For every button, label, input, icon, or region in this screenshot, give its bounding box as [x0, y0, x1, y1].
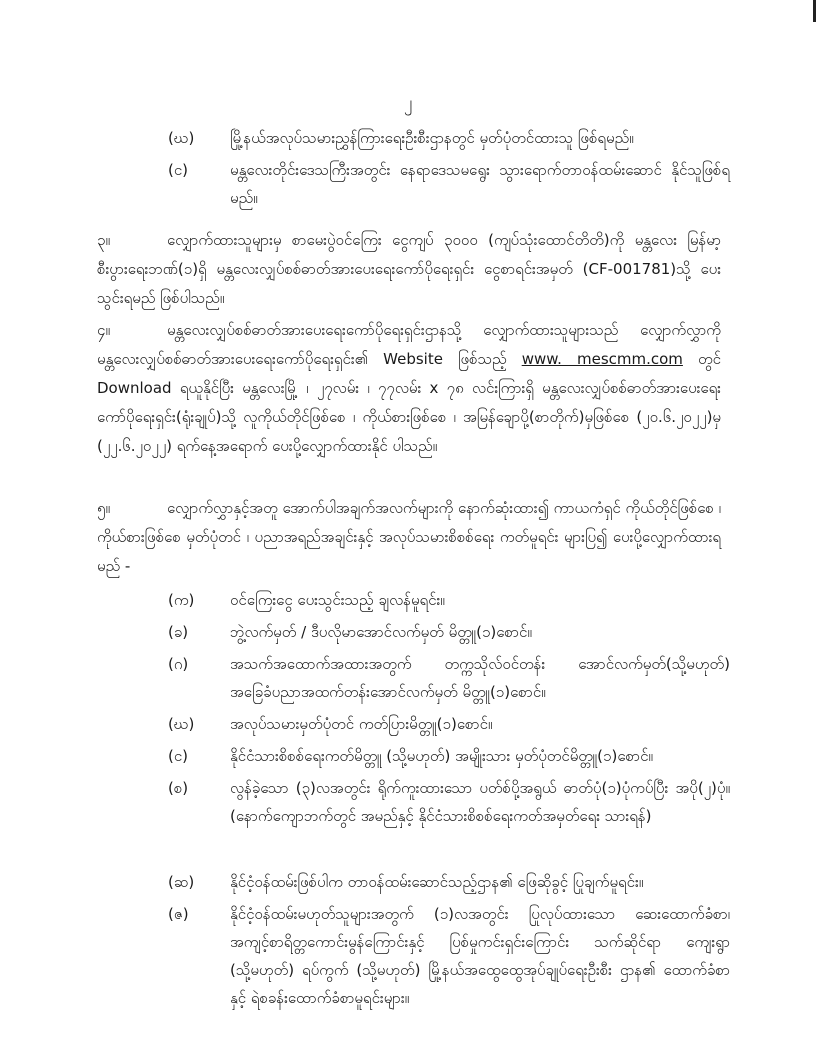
- list-item: [168, 868, 730, 896]
- list-item: [168, 618, 730, 646]
- item-label: (င): [168, 161, 189, 179]
- item-text: နိုင်ငံ့ဝန်ထမ်းဖြစ်ပါက တာဝန်ထမ်းဆောင်သည့်ဌာန၏ ဖြေဆိုခွင့် ပြုချက်မူရင်း။: [230, 873, 644, 891]
- paragraph-5: [97, 494, 721, 581]
- item-text: အသက်အထောက်အထားအတွက် တက္ကသိုလ်ဝင်တန်း အောင်လက်မှတ်(သို့မဟုတ်) အခြေခံပညာအထက်တန်းအောင်လက်မှတ် မိတ္တူ(၁)စောင်။: [230, 655, 730, 701]
- paragraph-text: မန္တလေးလျှပ်စစ်ဓာတ်အားပေးရေးကော်ပိုရေးရှင်းဌာနသို့ လျှောက်ထားသူများသည် လျှောက်လွှာကို မန္တလေးလျှပ်စစ်ဓာတ်အားပေးရေးကော်ပိုရေးရှင်း၏ Website ဖြစ်သည့်: [97, 321, 721, 368]
- item-text: ဝင်ကြေးငွေ ပေးသွင်းသည့် ချလန်မူရင်း။: [230, 591, 445, 609]
- item-text: နိုင်ငံသားစိစစ်ရေးကတ်မိတ္တူ (သို့မဟုတ်) အမျိုးသား မှတ်ပုံတင်မိတ္တူ(၁)စောင်။: [230, 747, 653, 765]
- item-text: မြို့နယ်အလုပ်သမားညွှန်ကြားရေးဦးစီးဌာနတွင် မှတ်ပုံတင်ထားသူ ဖြစ်ရမည်။: [230, 129, 634, 147]
- list-item: [168, 774, 730, 830]
- list-item: [168, 710, 730, 738]
- paragraph-text: လျှောက်ထားသူများမှ စာမေးပွဲဝင်ကြေး ငွေကျပ် ၃၀၀၀ (ကျပ်သုံးထောင်တိတိ)ကို မန္တလေး မြန်မာ့စီးပွားရေးဘဏ်(၁)ရှိ မန္တလေးလျှပ်စစ်ဓာတ်အားပေးရေးကော်ပိုရေးရှင်း ငွေစာရင်းအမှတ် (CF-001781)သို့ ပေးသွင်းရမည် ဖြစ်ပါသည်။: [97, 231, 721, 307]
- paragraph-text: လျှောက်လွှာနှင့်အတူ အောက်ပါအချက်အလက်များကို နောက်ဆုံးထား၍ ကာယကံရှင် ကိုယ်တိုင်ဖြစ်စေ ၊ ကိုယ်စားဖြစ်စေ မှတ်ပုံတင် ၊ ပညာအရည်အချင်းနှင့် အလုပ်သမားစိစစ်ရေး ကတ်မူရင်း များပြ၍ ပေးပို့လျှောက်ထားရမည် -: [97, 499, 721, 575]
- list-item: [168, 650, 730, 706]
- paragraph-text-continued: တွင် Download ရယူနိုင်ပြီး မန္တလေးမြို့ ၊ ၂၇လမ်း ၊ ၇၇လမ်း x ၇၈ လင်းကြားရှိ မန္တလေးလျှပ်စစ်ဓာတ်အားပေးရေးကော်ပိုရေးရှင်း(ရုံးချုပ်)သို့ လူကိုယ်တိုင်ဖြစ်စေ ၊ ကိုယ်စားဖြစ်စေ ၊ အမြန်ချောပို့(စာတိုက်)မှဖြစ်စေ (၂၀.၆.၂၀၂၂)မှ (၂၂.၆.၂၀၂၂) ရက်နေ့အရောက် ပေးပို့လျှောက်ထားနိုင် ပါသည်။: [97, 350, 721, 455]
- item-label: (ဇ): [168, 905, 189, 923]
- item-label: (ဃ): [168, 715, 195, 733]
- item-label: (က): [168, 591, 195, 609]
- item-label: (င): [168, 747, 189, 765]
- item-text: လွန်ခဲ့သော (၃)လအတွင်း ရိုက်ကူးထားသော ပတ်စ်ပို့အရွယ် ဓာတ်ပုံ(၁)ပုံကပ်ပြီး အပို(၂)ပုံ။(နောက်ကျောဘက်တွင် အမည်နှင့် နိုင်ငံသားစိစစ်ရေးကတ်အမှတ်ရေး သားရန်): [230, 779, 730, 825]
- item-label: (ဂ): [168, 655, 189, 673]
- item-text: မန္တလေးတိုင်းဒေသကြီးအတွင်း နေရာဒေသမရွေး သွားရောက်တာဝန်ထမ်းဆောင် နိုင်သူဖြစ်ရမည်။: [230, 161, 730, 207]
- paragraph-number: ၃။: [97, 231, 110, 249]
- item-label: (ဃ): [168, 129, 195, 147]
- item-label: (စ): [168, 779, 189, 797]
- paragraph-number: ၄။: [97, 321, 110, 339]
- list-item: [168, 156, 730, 212]
- paragraph-number: ၅။: [97, 499, 110, 517]
- item-text: နိုင်ငံ့ဝန်ထမ်းမဟုတ်သူများအတွက် (၁)လအတွင်း ပြုလုပ်ထားသော ဆေးထောက်ခံစာ၊ အကျင့်စာရိတ္တကောင်းမွန်ကြောင်းနှင့် ပြစ်မှုကင်းရှင်းကြောင်း သက်ဆိုင်ရာ ကျေးရွာ (သို့မဟုတ်) ရပ်ကွက် (သို့မဟုတ်) မြို့နယ်အထွေထွေအုပ်ချုပ်ရေးဦးစီး ဌာန၏ ထောက်ခံစာနှင့် ရဲစခန်းထောက်ခံစာမူရင်းများ။: [230, 905, 730, 1007]
- item-text: အလုပ်သမားမှတ်ပုံတင် ကတ်ပြားမိတ္တူ(၁)စောင်။: [230, 715, 493, 733]
- item-text: ဘွဲ့လက်မှတ် / ဒီပလိုမာအောင်လက်မှတ် မိတ္တူ(၁)စောင်။: [230, 623, 532, 641]
- list-item: [168, 586, 730, 614]
- list-item: [168, 900, 730, 1012]
- paragraph-4: [97, 316, 721, 461]
- website-link[interactable]: www. mescmm.com: [521, 350, 683, 368]
- list-item: [168, 124, 730, 152]
- item-label: (ဆ): [168, 873, 195, 891]
- paragraph-3: [97, 226, 721, 313]
- item-label: (ခ): [168, 623, 189, 641]
- page-number: ၂: [403, 93, 413, 113]
- list-item: [168, 742, 730, 770]
